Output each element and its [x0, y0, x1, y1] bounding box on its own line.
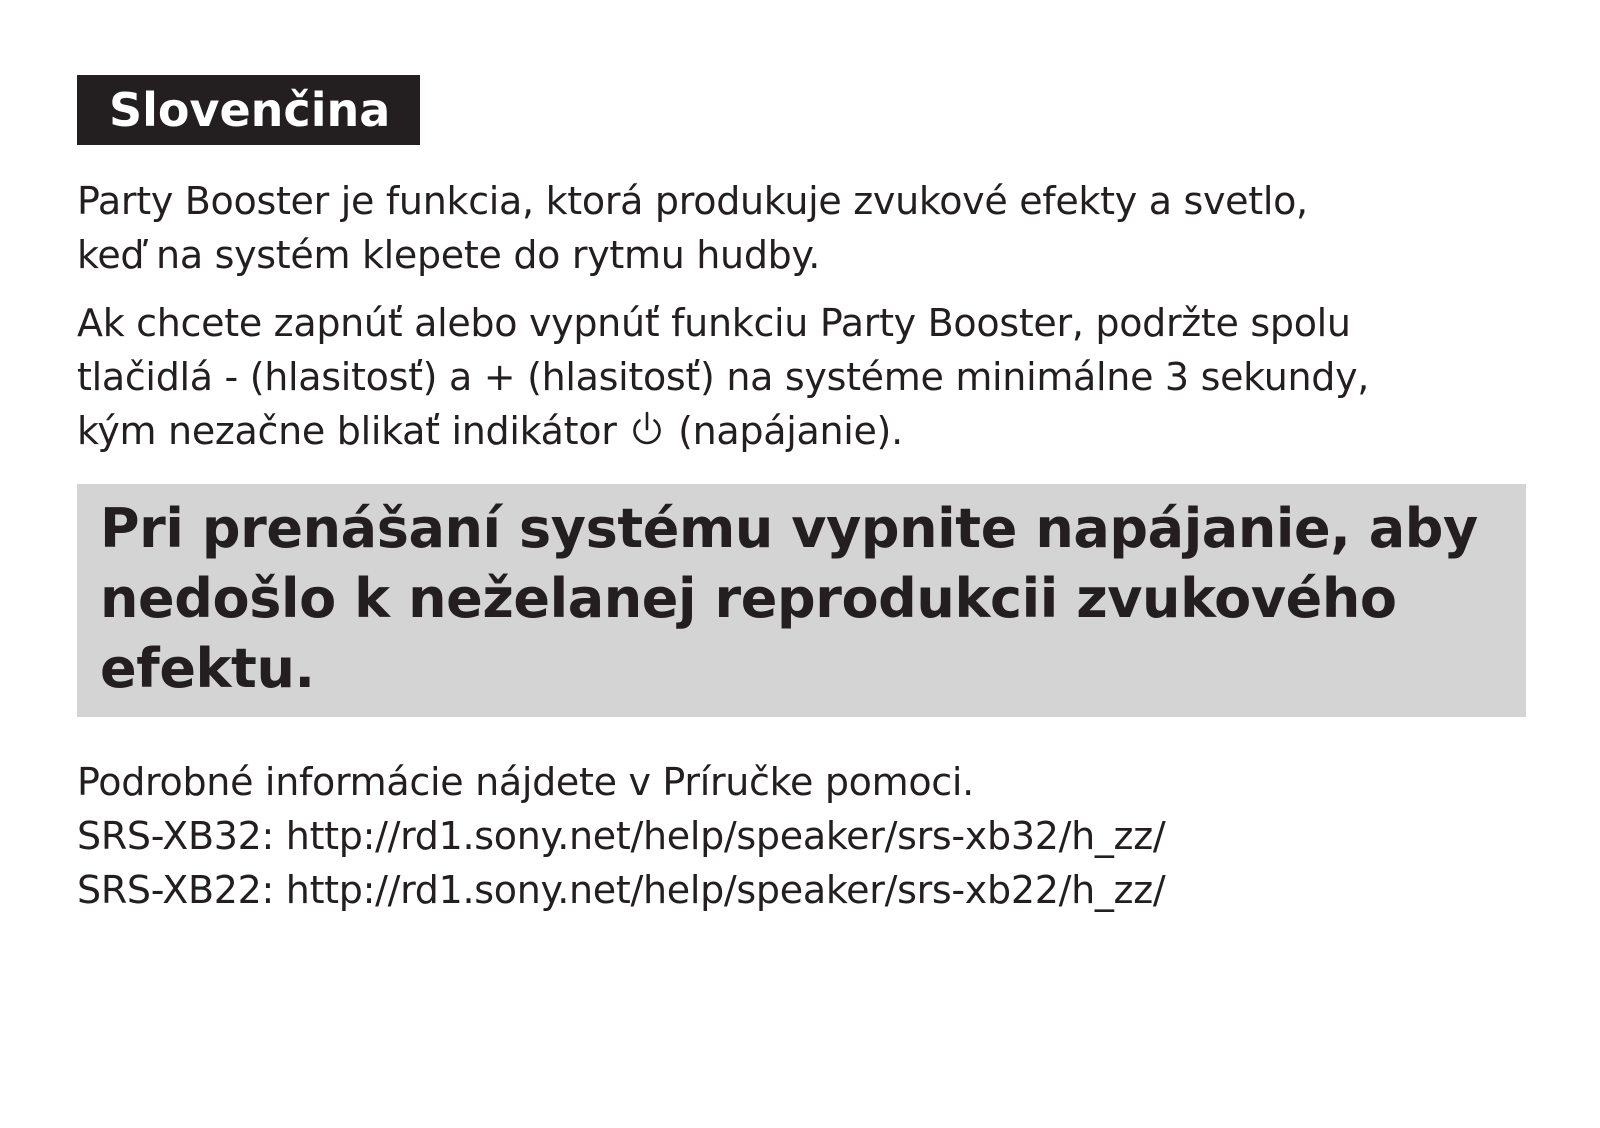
intro-paragraph — [77, 174, 1308, 282]
instructions-line-end: (napájanie). — [678, 409, 903, 453]
language-label: Slovenčina — [77, 75, 420, 145]
warning-box — [77, 484, 1526, 717]
instructions-line — [77, 404, 1369, 458]
intro-line: Party Booster je funkcia, ktorá produkuje zvukové efekty a svetlo, — [77, 179, 1308, 223]
help-link-xb22[interactable]: SRS-XB22: http://rd1.sony.net/help/speaker/srs-xb22/h_zz/ — [77, 868, 1166, 912]
warning-line: nedošlo k neželanej reprodukcii zvukového — [100, 567, 1397, 630]
warning-line: efektu. — [100, 637, 315, 700]
more-info-heading: Podrobné informácie nájdete v Príručke pomoci. — [77, 760, 974, 804]
instructions-line: tlačidlá - (hlasitosť) a + (hlasitosť) na systéme minimálne 3 sekundy, — [77, 355, 1370, 399]
instructions-paragraph — [77, 296, 1369, 458]
help-link-xb32[interactable]: SRS-XB32: http://rd1.sony.net/help/speaker/srs-xb32/h_zz/ — [77, 814, 1166, 858]
more-info-section — [77, 755, 1165, 917]
power-icon — [630, 410, 664, 448]
instructions-line-start: kým nezačne blikať indikátor — [77, 409, 617, 453]
instructions-line: Ak chcete zapnúť alebo vypnúť funkciu Party Booster, podržte spolu — [77, 301, 1351, 345]
warning-line: Pri prenášaní systému vypnite napájanie, aby — [100, 497, 1478, 560]
intro-line: keď na systém klepete do rytmu hudby. — [77, 233, 821, 277]
